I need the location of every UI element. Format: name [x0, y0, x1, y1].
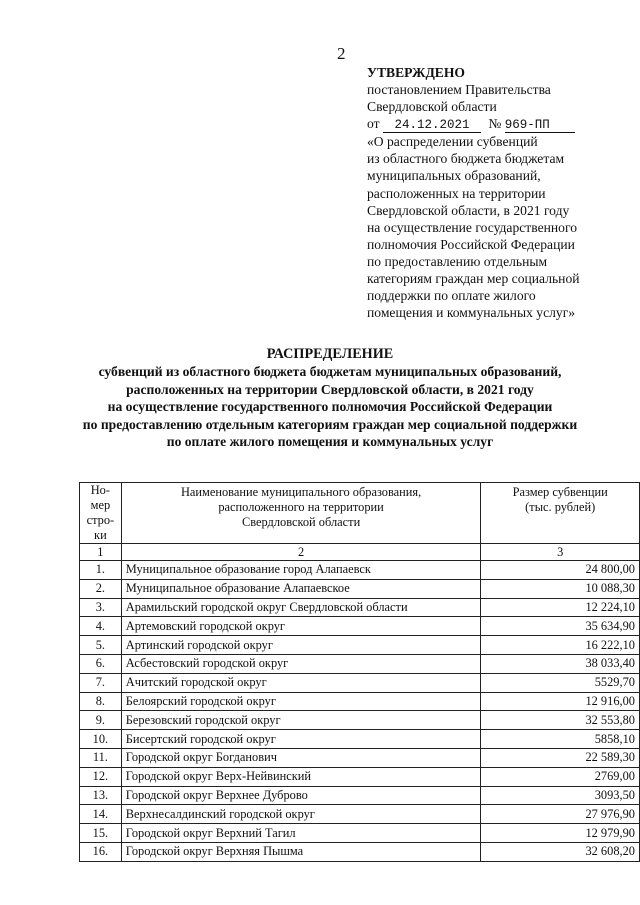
municipality-name: Асбестовский городской округ: [121, 654, 481, 673]
municipality-name: Бисертский городской округ: [121, 730, 481, 749]
approval-text-line: полномочия Российской Федерации: [367, 236, 575, 252]
row-number: 14.: [80, 805, 122, 824]
approval-line: постановлением Правительства: [367, 82, 551, 98]
municipality-name: Артинский городской округ: [121, 636, 481, 655]
table-row: [80, 805, 640, 824]
header-text-line: расположенного на территории: [218, 500, 384, 514]
row-number: 13.: [80, 786, 122, 805]
table-row: [80, 767, 640, 786]
row-number: 16.: [80, 842, 122, 861]
subsidy-amount: 5529,70: [481, 673, 640, 692]
header-row-number: [80, 483, 122, 544]
subsidy-amount: 12 916,00: [481, 692, 640, 711]
date-prefix: от: [367, 116, 380, 132]
approval-text-line: категориям граждан мер социальной: [367, 271, 580, 287]
municipality-name: Артемовский городской округ: [121, 617, 481, 636]
row-number: 11.: [80, 748, 122, 767]
approval-text-line: расположенных на территории: [367, 185, 546, 201]
table-row: [80, 636, 640, 655]
header-text-line: Свердловской области: [241, 515, 361, 529]
municipality-name: Городской округ Верхнее Дуброво: [121, 786, 481, 805]
table-row: [80, 654, 640, 673]
row-number: 2.: [80, 579, 122, 598]
title-line: по оплате жилого помещения и коммунальных услуг: [166, 434, 494, 450]
municipality-name: Городской округ Верх-Нейвинский: [121, 767, 481, 786]
table-row: [80, 579, 640, 598]
municipality-name: Городской округ Богданович: [121, 748, 481, 767]
approval-title: УТВЕРЖДЕНО: [367, 65, 466, 80]
subsidy-amount: 2769,00: [481, 767, 640, 786]
approval-text-line: на осуществление государственного: [367, 219, 577, 235]
row-number: 9.: [80, 711, 122, 730]
subsidy-amount: 12 224,10: [481, 598, 640, 617]
approval-text-line: «О распределении субвенций: [367, 134, 538, 150]
document-title: [40, 346, 620, 450]
number-prefix: №: [488, 116, 502, 132]
municipality-name: Ачитский городской округ: [121, 673, 481, 692]
row-number: 7.: [80, 673, 122, 692]
header-municipality: [121, 483, 481, 544]
header-text-line: Но-: [90, 483, 111, 497]
table-row: [80, 842, 640, 861]
approval-text-line: поддержки по оплате жилого: [367, 288, 536, 304]
table-row: [80, 692, 640, 711]
subsidy-amount: 12 979,90: [481, 824, 640, 843]
table-row: [80, 748, 640, 767]
page-number: 2: [337, 44, 346, 63]
subsidy-amount: 27 976,90: [481, 805, 640, 824]
title-line: на осуществление государственного полномочия Российской Федерации: [107, 399, 553, 415]
row-number: 4.: [80, 617, 122, 636]
subsidy-amount: 35 634,90: [481, 617, 640, 636]
table-row: [80, 598, 640, 617]
municipality-name: Арамильский городской округ Свердловской области: [121, 598, 481, 617]
row-number: 6.: [80, 654, 122, 673]
header-text-line: ки: [94, 528, 107, 542]
title-line: субвенций из областного бюджета бюджетам муниципальных образований,: [98, 364, 562, 380]
table-row: [80, 711, 640, 730]
subsidy-amount: 10 088,30: [481, 579, 640, 598]
row-number: 12.: [80, 767, 122, 786]
subsidy-amount: 5858,10: [481, 730, 640, 749]
row-number: 1.: [80, 561, 122, 580]
subsidy-amount: 32 553,80: [481, 711, 640, 730]
row-number: 10.: [80, 730, 122, 749]
title-heading: РАСПРЕДЕЛЕНИЕ: [266, 346, 394, 362]
approval-text-line: помещения и коммунальных услуг»: [367, 305, 576, 321]
table-header-row: [80, 483, 640, 544]
header-text-line: Размер субвенции: [512, 485, 608, 499]
row-number: 5.: [80, 636, 122, 655]
subsidy-amount: 16 222,10: [481, 636, 640, 655]
column-number: 3: [481, 544, 640, 561]
subsidy-amount: 32 608,20: [481, 842, 640, 861]
column-number-row: [80, 544, 640, 561]
subsidy-amount: 3093,50: [481, 786, 640, 805]
table-row: [80, 561, 640, 580]
column-number: 1: [80, 544, 122, 561]
title-subtitle: [40, 363, 620, 450]
column-number: 2: [121, 544, 481, 561]
municipality-name: Городской округ Верхняя Пышма: [121, 842, 481, 861]
municipality-name: Муниципальное образование город Алапаевск: [121, 561, 481, 580]
header-text-line: Наименование муниципального образования,: [180, 485, 422, 499]
approval-date-line: [367, 115, 617, 133]
approval-text: [367, 133, 617, 321]
approval-text-line: Свердловской области, в 2021 году: [367, 202, 570, 218]
approval-text-line: из областного бюджета бюджетам: [367, 151, 565, 167]
row-number: 3.: [80, 598, 122, 617]
header-text-line: (тыс. рублей): [525, 500, 596, 514]
municipality-name: Муниципальное образование Алапаевское: [121, 579, 481, 598]
municipality-name: Верхнесалдинский городской округ: [121, 805, 481, 824]
table-row: [80, 786, 640, 805]
municipality-name: Городской округ Верхний Тагил: [121, 824, 481, 843]
table-row: [80, 673, 640, 692]
approval-number: 969-ПП: [505, 118, 575, 133]
approval-line: Свердловской области: [367, 99, 497, 115]
header-text-line: стро-: [86, 513, 115, 527]
subsidy-table: [79, 482, 640, 862]
title-line: по предоставлению отдельным категориям граждан мер социальной поддержки: [82, 416, 578, 432]
municipality-name: Березовский городской округ: [121, 711, 481, 730]
approval-date: 24.12.2021: [383, 118, 481, 133]
municipality-name: Белоярский городской округ: [121, 692, 481, 711]
header-amount: [481, 483, 640, 544]
header-text-line: мер: [90, 498, 111, 512]
approval-block: [367, 64, 617, 321]
row-number: 15.: [80, 824, 122, 843]
subsidy-amount: 38 033,40: [481, 654, 640, 673]
table-row: [80, 730, 640, 749]
table-row: [80, 824, 640, 843]
approval-text-line: по предоставлению отдельным: [367, 253, 548, 269]
subsidy-amount: 24 800,00: [481, 561, 640, 580]
title-line: расположенных на территории Свердловской области, в 2021 году: [126, 381, 534, 397]
subsidy-amount: 22 589,30: [481, 748, 640, 767]
row-number: 8.: [80, 692, 122, 711]
table-row: [80, 617, 640, 636]
approval-text-line: муниципальных образований,: [367, 168, 541, 184]
